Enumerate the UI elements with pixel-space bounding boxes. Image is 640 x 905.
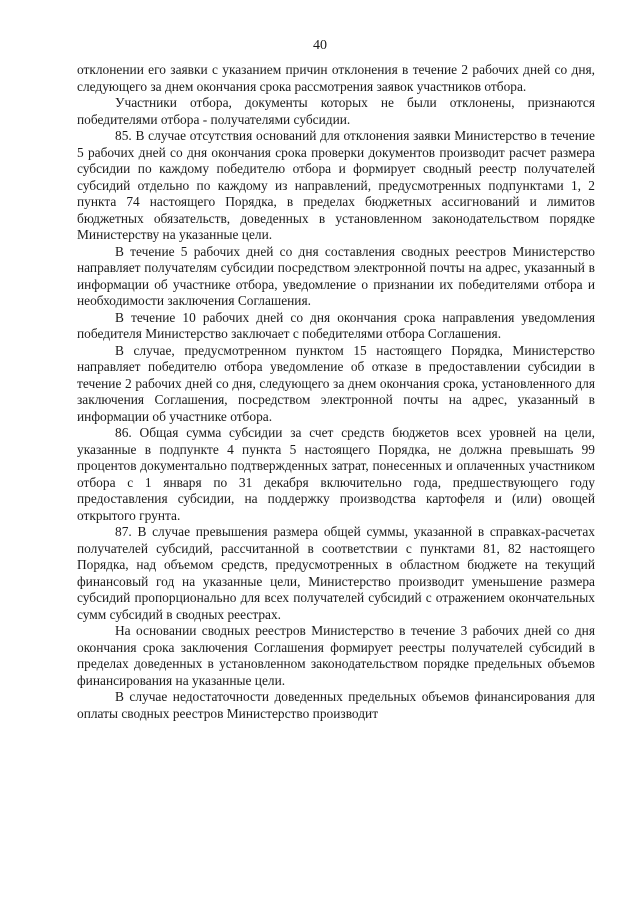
paragraph-winners: Участники отбора, документы которых не были отклонены, признаются победителями отбора - получателями субсидии. [77, 95, 595, 127]
document-body [77, 62, 595, 722]
page-number: 40 [313, 38, 327, 53]
paragraph-agreement: В течение 10 рабочих дней со дня окончания срока направления уведомления победителя Министерство заключает с победителями отбора Соглашения. [77, 309, 595, 341]
paragraph-85: 85. В случае отсутствия оснований для отклонения заявки Министерство в течение 5 рабочих дней со дня окончания срока проверки документов производит расчет размера субсидии по каждому победителю отбора и формирует сводный реестр получателей субсидий отдельно по каждому из направлений, предусмотренных подпунктами 1, 2 пункта 74 настоящего Порядка, в пределах бюджетных ассигнований и лимитов бюджетных обязательств, доведенных в установленном законодательством порядке Министерству на указанные цели. [77, 128, 595, 242]
paragraph-notification: В течение 5 рабочих дней со дня составления сводных реестров Министерство направляет получателям субсидии посредством электронной почты на адрес, указанный в информации об участнике отбора, уведомление о признании их победителями отбора и необходимости заключения Соглашения. [77, 243, 595, 308]
paragraph-87: 87. В случае превышения размера общей суммы, указанной в справках-расчетах получателей субсидий, рассчитанной в соответствии с пунктами 81, 82 настоящего Порядка, над объемом средств, предусмотренных в областном бюджете на текущий финансовый год на указанные цели, Министерство производит уменьшение размера субсидий пропорционально для всех получателей субсидий с отражением окончательных сумм субсидий в сводных реестрах. [77, 524, 595, 622]
paragraph-continuation: отклонении его заявки с указанием причин отклонения в течение 2 рабочих дней со дня, следующего за днем окончания срока рассмотрения заявок участников отбора. [77, 62, 595, 94]
paragraph-86: 86. Общая сумма субсидии за счет средств бюджетов всех уровней на цели, указанные в подпункте 4 пункта 5 настоящего Порядка, не должна превышать 99 процентов документально подтвержденных затрат, понесенных и оплаченных участником отбора с 1 января по 31 декабря включительно года, предшествующего году предоставления субсидии, на поддержку производства картофеля и (или) овощей открытого грунта. [77, 425, 595, 523]
paragraph-insufficiency: В случае недостаточности доведенных предельных объемов финансирования для оплаты сводных реестров Министерство производит [77, 689, 595, 721]
paragraph-registries: На основании сводных реестров Министерство в течение 3 рабочих дней со дня окончания срока заключения Соглашения формирует реестры получателей субсидий в пределах доведенных в установленном законодательством порядке предельных объемов финансирования на указанные цели. [77, 623, 595, 688]
paragraph-refusal: В случае, предусмотренном пунктом 15 настоящего Порядка, Министерство направляет победителю отбора уведомление об отказе в предоставлении субсидии в течение 2 рабочих дней со дня, следующего за днем окончания срока, установленного для заключения Соглашения, посредством электронной почты на адрес, указанный в информации об участнике отбора. [77, 342, 595, 424]
